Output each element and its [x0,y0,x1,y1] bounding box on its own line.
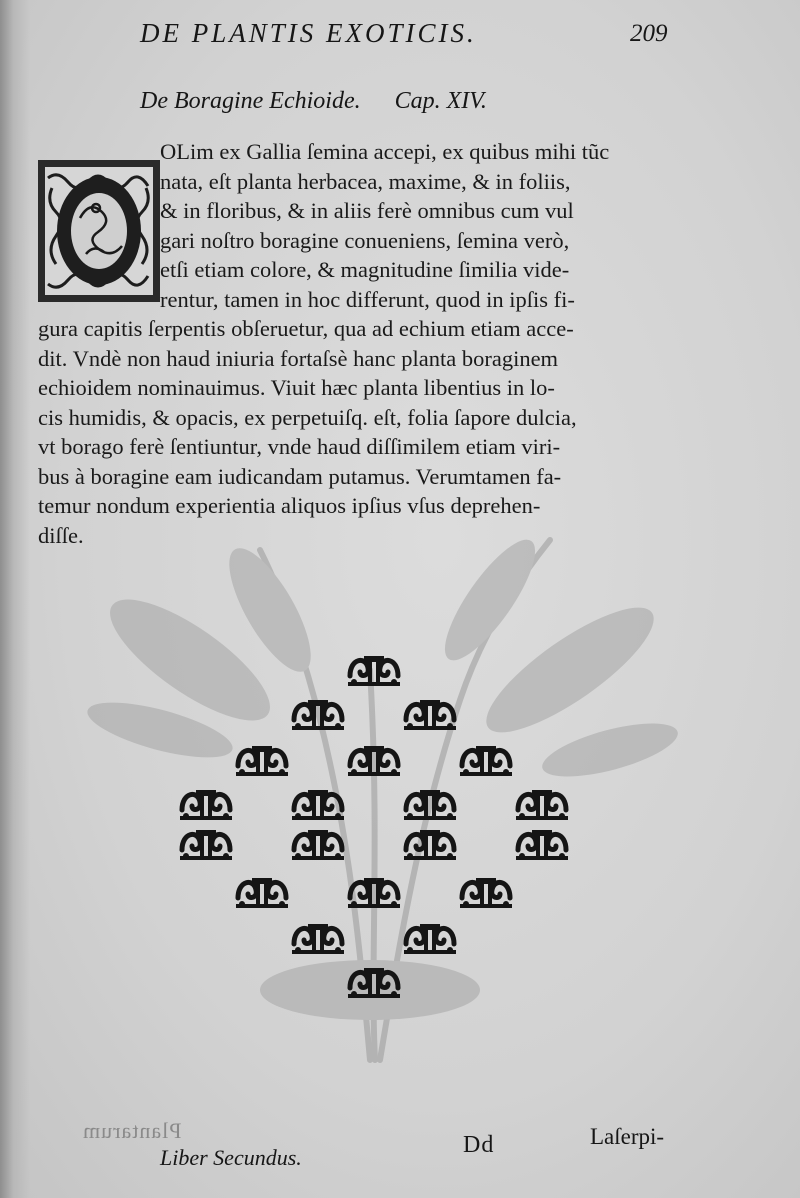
chapter-title: De Boragine Echioide. [140,88,361,114]
body-line: rentur, tamen in hoc differunt, quod in ipſis fi- [160,286,575,312]
body-line: temur nondum experientia aliquos ipſius vſus deprehen- [38,493,541,518]
body-line: & in floribus, & in aliis ferè omnibus cum vul [160,198,574,223]
body-line: cis humidis, & opacis, ex perpetuiſq. eſt, folia ſapore dulcia, [38,404,577,430]
body-line: gari noſtro boragine conueniens, ſemina verò, [160,227,570,253]
body-line: bus à boragine eam iudicandam putamus. Verumtamen fa- [38,463,562,489]
signature-mark: Dd [463,1132,495,1158]
ornament-row [348,656,400,685]
printers-ornament-diamond [152,646,596,1006]
chapter-number: Cap. XIV. [394,88,487,114]
body-line: OLim ex Gallia ſemina accepi, ex quibus mihi tũc [160,139,610,164]
show-through-text: Plantarum [82,1118,182,1143]
footer-book-title: Liber Secundus. [160,1145,302,1170]
catchword: Laſerpi- [590,1124,665,1149]
page-number: 209 [630,20,668,47]
body-line: diſſe. [38,522,84,548]
body-text [38,137,688,550]
body-line: vt borago ferè ſentiuntur, vnde haud diſſimilem etiam viri- [38,434,561,459]
body-line: echioidem nominauimus. Viuit hæc planta libentius in lo- [38,375,555,400]
body-line: gura capitis ſerpentis obſeruetur, qua ad echium etiam acce- [38,316,574,341]
body-line: nata, eſt planta herbacea, maxime, & in foliis, [160,168,571,194]
running-head: DE PLANTIS EXOTICIS. [140,18,477,48]
chapter-heading [140,88,487,115]
body-line: etſi etiam colore, & magnitudine ſimilia vide- [160,257,570,282]
body-line: dit. Vndè non haud iniuria fortaſsè hanc planta boraginem [38,345,559,371]
page-binding-shadow [0,0,30,1198]
